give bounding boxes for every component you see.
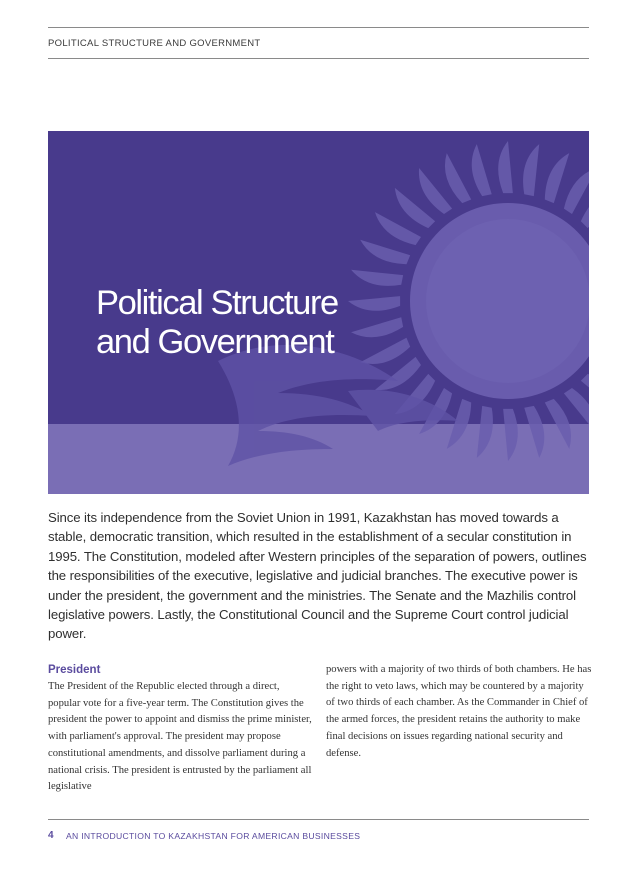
sun-ray (503, 409, 518, 461)
president-column-left (48, 662, 313, 796)
president-text-left: The President of the Republic elected through a direct, popular vote for a five-year term. The Constitution gives the president the power to appoint and dismiss the prime minister, with parliament's approval. The president may propose constitutional amendments, and dissolve parliament during a national crisis. The president is entrusted by the parliament all legislative (48, 681, 312, 793)
sun-ray (351, 270, 403, 286)
sun-ray (545, 399, 571, 449)
sun-ray (472, 144, 492, 196)
intro-paragraph: Since its independence from the Soviet Union in 1991, Kazakhstan has moved towards a stable, democratic transition, which resulted in the establishment of a secular constitution in 1995. The Constitution, modeled after Western principles of the separation of powers, outlines the responsibilities of the executive, legislative and judicial branches. The executive power is under the president, the government and the ministries. The Senate and the Mazhilis control legislative powers. Lastly, the Constitutional Council and the Supreme Court control judicial power. (48, 510, 587, 642)
sun-ray (447, 399, 471, 449)
sun-ray (498, 141, 513, 193)
top-rule (48, 27, 589, 28)
sun-ray (564, 168, 589, 214)
page-number: 4 (48, 830, 54, 841)
sun-ray (348, 296, 400, 311)
sun-ray (524, 406, 544, 458)
sun-ray (351, 317, 403, 337)
sun-ray (477, 406, 493, 458)
hero-title (96, 284, 338, 362)
footer-rule (48, 819, 589, 820)
sun-ray (545, 153, 569, 203)
president-text-right: powers with a majority of two thirds of both chambers. He has the right to veto laws, which may be countered by a majority of two thirds of each chamber. As the Commander in Chief of the armed forces, the president retains the authority to make final decisions on issues regarding national security and defense. (326, 664, 592, 759)
hero-title-line-1: Political Structure (96, 284, 338, 322)
running-head: POLITICAL STRUCTURE AND GOVERNMENT (48, 38, 261, 49)
section-heading-president: President (48, 664, 101, 676)
hero-title-line-2: and Government (96, 323, 334, 361)
publication-title: AN INTRODUCTION TO KAZAKHSTAN FOR AMERICAN BUSINESSES (66, 831, 361, 841)
hero-banner (48, 131, 589, 494)
president-column-right (326, 662, 594, 762)
sun-ray (523, 144, 539, 196)
sun-ray (360, 338, 410, 364)
header-rule (48, 58, 589, 59)
sun-ray (360, 240, 410, 264)
sun-ray (445, 153, 471, 203)
